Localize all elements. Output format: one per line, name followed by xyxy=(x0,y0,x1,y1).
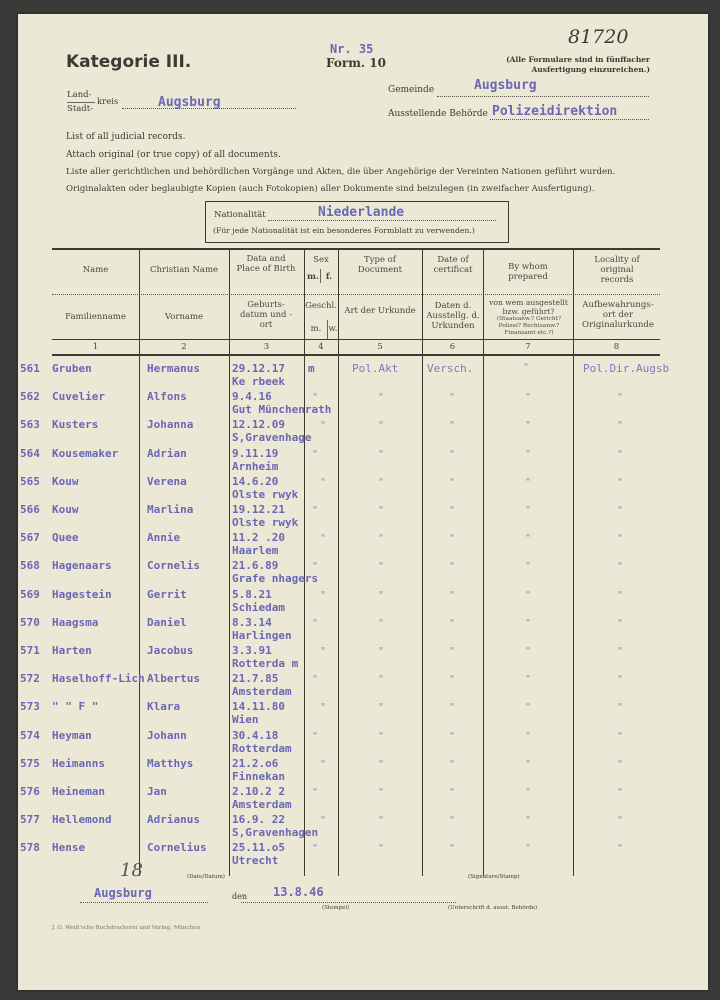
certificate-date-ditto: " xyxy=(449,392,456,403)
prepared-by-ditto: " xyxy=(525,533,532,544)
christian-name: Jacobus xyxy=(147,644,194,657)
col-header-doc-de: Art der Urkunde xyxy=(344,306,416,316)
document-type-ditto: " xyxy=(378,590,385,601)
certificate-date-ditto: " xyxy=(449,449,456,460)
col-header-birth-num: 3 xyxy=(263,342,270,352)
header-dotted-divider xyxy=(52,294,660,295)
row-number: 564 xyxy=(20,447,40,460)
row-number: 565 xyxy=(20,475,40,488)
original-locality-ditto: " xyxy=(617,618,624,629)
gemeinde-label: Gemeinde xyxy=(388,85,435,95)
birth-place: Utrecht xyxy=(232,854,279,867)
gemeinde-field-line xyxy=(437,96,649,97)
family-name: Heimanns xyxy=(52,757,105,770)
family-name: Kouw xyxy=(52,475,79,488)
col-header-doc-en: Type of Document xyxy=(357,255,403,275)
stempel-label: (Stempel) xyxy=(322,905,350,911)
nationality-field-line xyxy=(268,220,496,221)
prepared-by-ditto: " xyxy=(525,674,532,685)
row-number: 573 xyxy=(20,700,40,713)
row-number: 572 xyxy=(20,672,40,685)
birth-place: S,Gravenhage xyxy=(232,431,312,444)
birth-date: 29.12.17 xyxy=(232,362,285,375)
place-value: Augsburg xyxy=(94,886,152,900)
birth-date: 21.7.85 xyxy=(232,672,279,685)
row-number: 571 xyxy=(20,644,40,657)
signature-label: (Signature/Stamp) xyxy=(468,874,520,880)
col-header-loc-en: Locality of original records xyxy=(594,255,640,285)
copies-note-line1: (Alle Formulare sind in fünffacher xyxy=(506,55,650,64)
certificate-date-ditto: " xyxy=(449,815,456,826)
original-locality-ditto: " xyxy=(617,702,624,713)
christian-name: Daniel xyxy=(147,616,187,629)
original-locality-ditto: " xyxy=(617,533,624,544)
prepared-by-ditto: " xyxy=(525,449,532,460)
birth-date: 12.12.09 xyxy=(232,418,285,431)
family-name: " " F " xyxy=(52,700,99,713)
christian-name: Annie xyxy=(147,531,181,544)
original-locality-ditto: " xyxy=(617,674,624,685)
original-locality-ditto: " xyxy=(617,420,624,431)
sex-subdivider-top xyxy=(320,269,321,283)
col-header-name-de: Familienname xyxy=(65,312,126,322)
sex-ditto: " xyxy=(320,815,327,826)
original-locality-ditto: " xyxy=(617,815,624,826)
row-number: 568 xyxy=(20,559,40,572)
sex-ditto: " xyxy=(320,646,327,657)
col-header-first-de: Vorname xyxy=(164,312,204,322)
instruction-line-2: Attach original (or true copy) of all documents. xyxy=(66,150,281,160)
certificate-date-ditto: " xyxy=(449,646,456,657)
original-locality-ditto: " xyxy=(617,392,624,403)
christian-name: Hermanus xyxy=(147,362,200,375)
certificate-date-ditto: " xyxy=(449,731,456,742)
birth-date: 16.9. 22 xyxy=(232,813,285,826)
prepared-by-ditto: " xyxy=(525,759,532,770)
family-name: Hense xyxy=(52,841,86,854)
kreis-label: kreis xyxy=(97,97,119,107)
family-name: Haselhoff-Lich xyxy=(52,672,145,685)
header-bottom-border xyxy=(52,354,660,356)
col-header-first-en: Christian Name xyxy=(149,265,219,275)
copies-note-line2: Ausfertigung einzureichen.) xyxy=(531,65,650,74)
prepared-by-ditto: " xyxy=(525,787,532,798)
certificate-date-ditto: " xyxy=(449,702,456,713)
christian-name: Albertus xyxy=(147,672,200,685)
certificate-date-ditto: " xyxy=(449,618,456,629)
printer-imprint: J. G. Weiß'sche Buchdruckerei und Verlag, München xyxy=(52,925,201,931)
sex-ditto: " xyxy=(320,477,327,488)
sex-ditto: " xyxy=(312,787,319,798)
row-number: 561 xyxy=(20,362,40,375)
birth-place: Schiedam xyxy=(232,601,285,614)
row-number: 567 xyxy=(20,531,40,544)
archive-number-handwritten: 81720 xyxy=(568,26,629,48)
birth-date: 25.11.o5 xyxy=(232,841,285,854)
birth-place: Wien xyxy=(232,713,259,726)
birth-place: Grafe nhagers xyxy=(232,572,319,585)
birth-place: Amsterdam xyxy=(232,685,292,698)
family-name: Cuvelier xyxy=(52,390,105,403)
christian-name: Adrianus xyxy=(147,813,200,826)
original-locality-ditto: " xyxy=(617,646,624,657)
category-title: Kategorie III. xyxy=(66,52,192,72)
birth-date: 2.10.2 2 xyxy=(232,785,285,798)
family-name: Haagsma xyxy=(52,616,99,629)
sex-ditto: " xyxy=(312,618,319,629)
col-header-loc-num: 8 xyxy=(613,342,620,352)
sex-ditto: " xyxy=(312,449,319,460)
document-page xyxy=(18,14,708,990)
document-type-ditto: " xyxy=(378,618,385,629)
col-header-loc-de: Aufbewahrungs- ort der Originalurkunde xyxy=(581,300,655,330)
instruction-line-1: List of all judicial records. xyxy=(66,132,186,142)
birth-date: 21.2.o6 xyxy=(232,757,279,770)
date-field-line xyxy=(241,902,456,903)
row-number: 577 xyxy=(20,813,40,826)
sex-ditto: " xyxy=(312,392,319,403)
original-locality-ditto: " xyxy=(617,759,624,770)
original-locality-ditto: " xyxy=(617,505,624,516)
birth-place: Harlingen xyxy=(232,629,292,642)
birth-date: 5.8.21 xyxy=(232,588,272,601)
birth-date: 9.4.16 xyxy=(232,390,272,403)
col-header-sex-num: 4 xyxy=(318,342,324,352)
col-header-sex-f: f. xyxy=(325,272,333,282)
birth-place: Olste rwyk xyxy=(232,488,299,501)
original-locality-ditto: " xyxy=(617,449,624,460)
row-number: 576 xyxy=(20,785,40,798)
birth-place: Haarlem xyxy=(232,544,279,557)
family-name: Gruben xyxy=(52,362,92,375)
prepared-by-ditto: " xyxy=(525,392,532,403)
certificate-date-ditto: " xyxy=(449,843,456,854)
col-header-sex-de-m: m. xyxy=(310,324,322,334)
col-header-sex-de: Geschl. xyxy=(305,301,337,311)
family-name: Kousemaker xyxy=(52,447,119,460)
prepared-by-ditto: " xyxy=(525,505,532,516)
col-header-cert-num: 6 xyxy=(449,342,456,352)
document-type-ditto: " xyxy=(378,646,385,657)
document-type-ditto: " xyxy=(378,561,385,572)
gemeinde-value: Augsburg xyxy=(474,78,537,93)
birth-place: Amsterdam xyxy=(232,798,292,811)
col-header-by-de: von wem ausgestellt bzw. geführt? xyxy=(489,298,568,316)
row-number: 578 xyxy=(20,841,40,854)
stadt-label: Stadt- xyxy=(67,104,94,114)
document-type-ditto: " xyxy=(378,674,385,685)
handwritten-count: 18 xyxy=(120,860,143,881)
col-header-doc-num: 5 xyxy=(377,342,383,352)
christian-name: Johann xyxy=(147,729,187,742)
family-name: Kouw xyxy=(52,503,79,516)
certificate-date-ditto: " xyxy=(449,561,456,572)
nationality-value: Niederlande xyxy=(318,205,405,220)
birth-place: Finnekan xyxy=(232,770,285,783)
christian-name: Alfons xyxy=(147,390,187,403)
document-type-ditto: " xyxy=(378,759,385,770)
birth-date: 11.2 .20 xyxy=(232,531,285,544)
certificate-date-ditto: " xyxy=(449,477,456,488)
certificate-date-ditto: " xyxy=(449,674,456,685)
col-header-name-num: 1 xyxy=(92,342,99,352)
col-header-cert-de: Daten d. Ausstellg. d. Urkunden xyxy=(426,301,480,331)
birth-place: Ke rbeek xyxy=(232,375,285,388)
christian-name: Jan xyxy=(147,785,167,798)
birth-date: 9.11.19 xyxy=(232,447,279,460)
nationality-note: (Für jede Nationalität ist ein besonderes Formblatt zu verwenden.) xyxy=(213,226,475,235)
document-type-ditto: " xyxy=(378,787,385,798)
document-type-ditto: " xyxy=(378,449,385,460)
family-name: Kusters xyxy=(52,418,99,431)
behoerde-label: Ausstellende Behörde xyxy=(388,109,488,119)
sex-ditto: " xyxy=(312,505,319,516)
birth-date: 21.6.89 xyxy=(232,559,279,572)
date-label: (Date/Datum) xyxy=(187,874,225,880)
prepared-by-ditto: " xyxy=(525,561,532,572)
col-header-by-num: 7 xyxy=(525,342,531,352)
certificate-date-ditto: " xyxy=(449,787,456,798)
certificate-date-ditto: " xyxy=(449,420,456,431)
form-number-stamp: Nr. 35 xyxy=(330,42,374,56)
original-locality-ditto: " xyxy=(617,787,624,798)
den-label: den xyxy=(232,892,248,901)
christian-name: Cornelis xyxy=(147,559,200,572)
row-number: 569 xyxy=(20,588,40,601)
prepared-by-ditto: " xyxy=(525,477,532,488)
sex-ditto: " xyxy=(312,561,319,572)
birth-date: 3.3.91 xyxy=(232,644,272,657)
col-header-birth-en: Data and Place of Birth xyxy=(236,254,296,274)
behoerde-field-line xyxy=(490,119,649,120)
christian-name: Cornelius xyxy=(147,841,207,854)
table-top-border xyxy=(52,248,660,250)
prepared-by-ditto: " xyxy=(525,420,532,431)
document-type: Pol.Akt xyxy=(352,362,399,375)
prepared-by-ditto: " xyxy=(525,815,532,826)
birth-place: Olste rwyk xyxy=(232,516,299,529)
christian-name: Matthys xyxy=(147,757,194,770)
prepared-by-ditto: " xyxy=(525,646,532,657)
header-number-divider xyxy=(52,339,660,340)
family-name: Hagestein xyxy=(52,588,112,601)
land-stadt-divider xyxy=(67,102,95,103)
document-type-ditto: " xyxy=(378,843,385,854)
sex-ditto: " xyxy=(312,731,319,742)
behoerde-value: Polizeidirektion xyxy=(492,104,618,119)
sex-ditto: " xyxy=(320,533,327,544)
row-number: 562 xyxy=(20,390,40,403)
land-label: Land- xyxy=(67,90,92,100)
sex-ditto: " xyxy=(320,759,327,770)
christian-name: Marlina xyxy=(147,503,194,516)
sex-ditto: " xyxy=(312,843,319,854)
birth-place: Rotterda m xyxy=(232,657,299,670)
document-type-ditto: " xyxy=(378,702,385,713)
date-value: 13.8.46 xyxy=(273,885,324,899)
row-number: 566 xyxy=(20,503,40,516)
birth-place: S,Gravenhagen xyxy=(232,826,319,839)
family-name: Hellemond xyxy=(52,813,112,826)
sex-ditto: " xyxy=(320,590,327,601)
birth-date: 14.11.80 xyxy=(232,700,285,713)
family-name: Heyman xyxy=(52,729,92,742)
row-number: 575 xyxy=(20,757,40,770)
original-locality-ditto: " xyxy=(617,477,624,488)
instruction-line-4: Originalakten oder beglaubigte Kopien (auch Fotokopien) aller Dokumente sind beizulegen (in zweifacher Ausfertigung). xyxy=(66,184,595,194)
prepared-by-ditto: " xyxy=(525,618,532,629)
sex-ditto: " xyxy=(312,674,319,685)
row-number: 563 xyxy=(20,418,40,431)
document-type-ditto: " xyxy=(378,420,385,431)
original-locality-ditto: " xyxy=(617,731,624,742)
form-label: Form. 10 xyxy=(326,56,386,70)
row-number: 574 xyxy=(20,729,40,742)
birth-date: 30.4.18 xyxy=(232,729,279,742)
family-name: Quee xyxy=(52,531,79,544)
prepared-by-ditto: " xyxy=(525,590,532,601)
col-header-sex-m: m. xyxy=(307,272,319,282)
document-type-ditto: " xyxy=(378,505,385,516)
col-header-sex-en: Sex xyxy=(313,255,329,265)
col-header-sex-de-w: w. xyxy=(328,324,338,334)
instruction-line-3: Liste aller gerichtlichen und behördlichen Vorgänge und Akten, die über Angehörige der Vereinten Nationen geführt wurden. xyxy=(66,167,616,177)
row-number: 570 xyxy=(20,616,40,629)
original-locality-ditto: " xyxy=(617,590,624,601)
col-header-by-de-small: (Staatsanw.? Gericht? Polizei? Rechtsanw.? Finanzamt etc.?) xyxy=(496,316,562,336)
family-name: Heineman xyxy=(52,785,105,798)
family-name: Harten xyxy=(52,644,92,657)
sex-ditto: " xyxy=(320,702,327,713)
sex-ditto: " xyxy=(320,420,327,431)
certificate-date-ditto: " xyxy=(449,533,456,544)
document-type-ditto: " xyxy=(378,731,385,742)
col-header-by-en: By whom prepared xyxy=(508,262,548,282)
birth-date: 14.6.20 xyxy=(232,475,279,488)
christian-name: Johanna xyxy=(147,418,194,431)
christian-name: Verena xyxy=(147,475,187,488)
certificate-date-ditto: " xyxy=(449,759,456,770)
christian-name: Gerrit xyxy=(147,588,187,601)
certificate-date-ditto: " xyxy=(449,505,456,516)
birth-date: 19.12.21 xyxy=(232,503,285,516)
col-header-cert-en: Date of certificat xyxy=(433,255,473,275)
certificate-date: Versch. xyxy=(427,362,474,375)
original-locality-ditto: " xyxy=(617,843,624,854)
prepared-by-ditto: " xyxy=(525,702,532,713)
original-locality-ditto: " xyxy=(617,561,624,572)
place-field-line xyxy=(80,902,208,903)
prepared-by-ditto: " xyxy=(525,843,532,854)
birth-date: 8.3.14 xyxy=(232,616,272,629)
nationality-label: Nationalität xyxy=(214,210,266,220)
col-header-first-num: 2 xyxy=(181,342,187,352)
birth-place: Rotterdam xyxy=(232,742,292,755)
unterschrift-label: (Unterschrift d. ausst. Behörde) xyxy=(448,905,538,911)
birth-place: Gut Münchenrath xyxy=(232,403,332,416)
christian-name: Klara xyxy=(147,700,181,713)
prepared-by-ditto: " xyxy=(525,731,532,742)
sex-value: m xyxy=(308,362,315,375)
document-type-ditto: " xyxy=(378,477,385,488)
prepared-by-ditto: " xyxy=(523,362,530,373)
original-locality: Pol.Dir.Augsb xyxy=(583,362,670,375)
document-type-ditto: " xyxy=(378,392,385,403)
certificate-date-ditto: " xyxy=(449,590,456,601)
document-type-ditto: " xyxy=(378,815,385,826)
col-header-name-en: Name xyxy=(82,265,109,275)
family-name: Hagenaars xyxy=(52,559,112,572)
col-header-birth-de: Geburts- datum und -ort xyxy=(239,300,293,330)
kreis-value: Augsburg xyxy=(158,95,221,110)
birth-place: Arnheim xyxy=(232,460,279,473)
christian-name: Adrian xyxy=(147,447,187,460)
document-type-ditto: " xyxy=(378,533,385,544)
